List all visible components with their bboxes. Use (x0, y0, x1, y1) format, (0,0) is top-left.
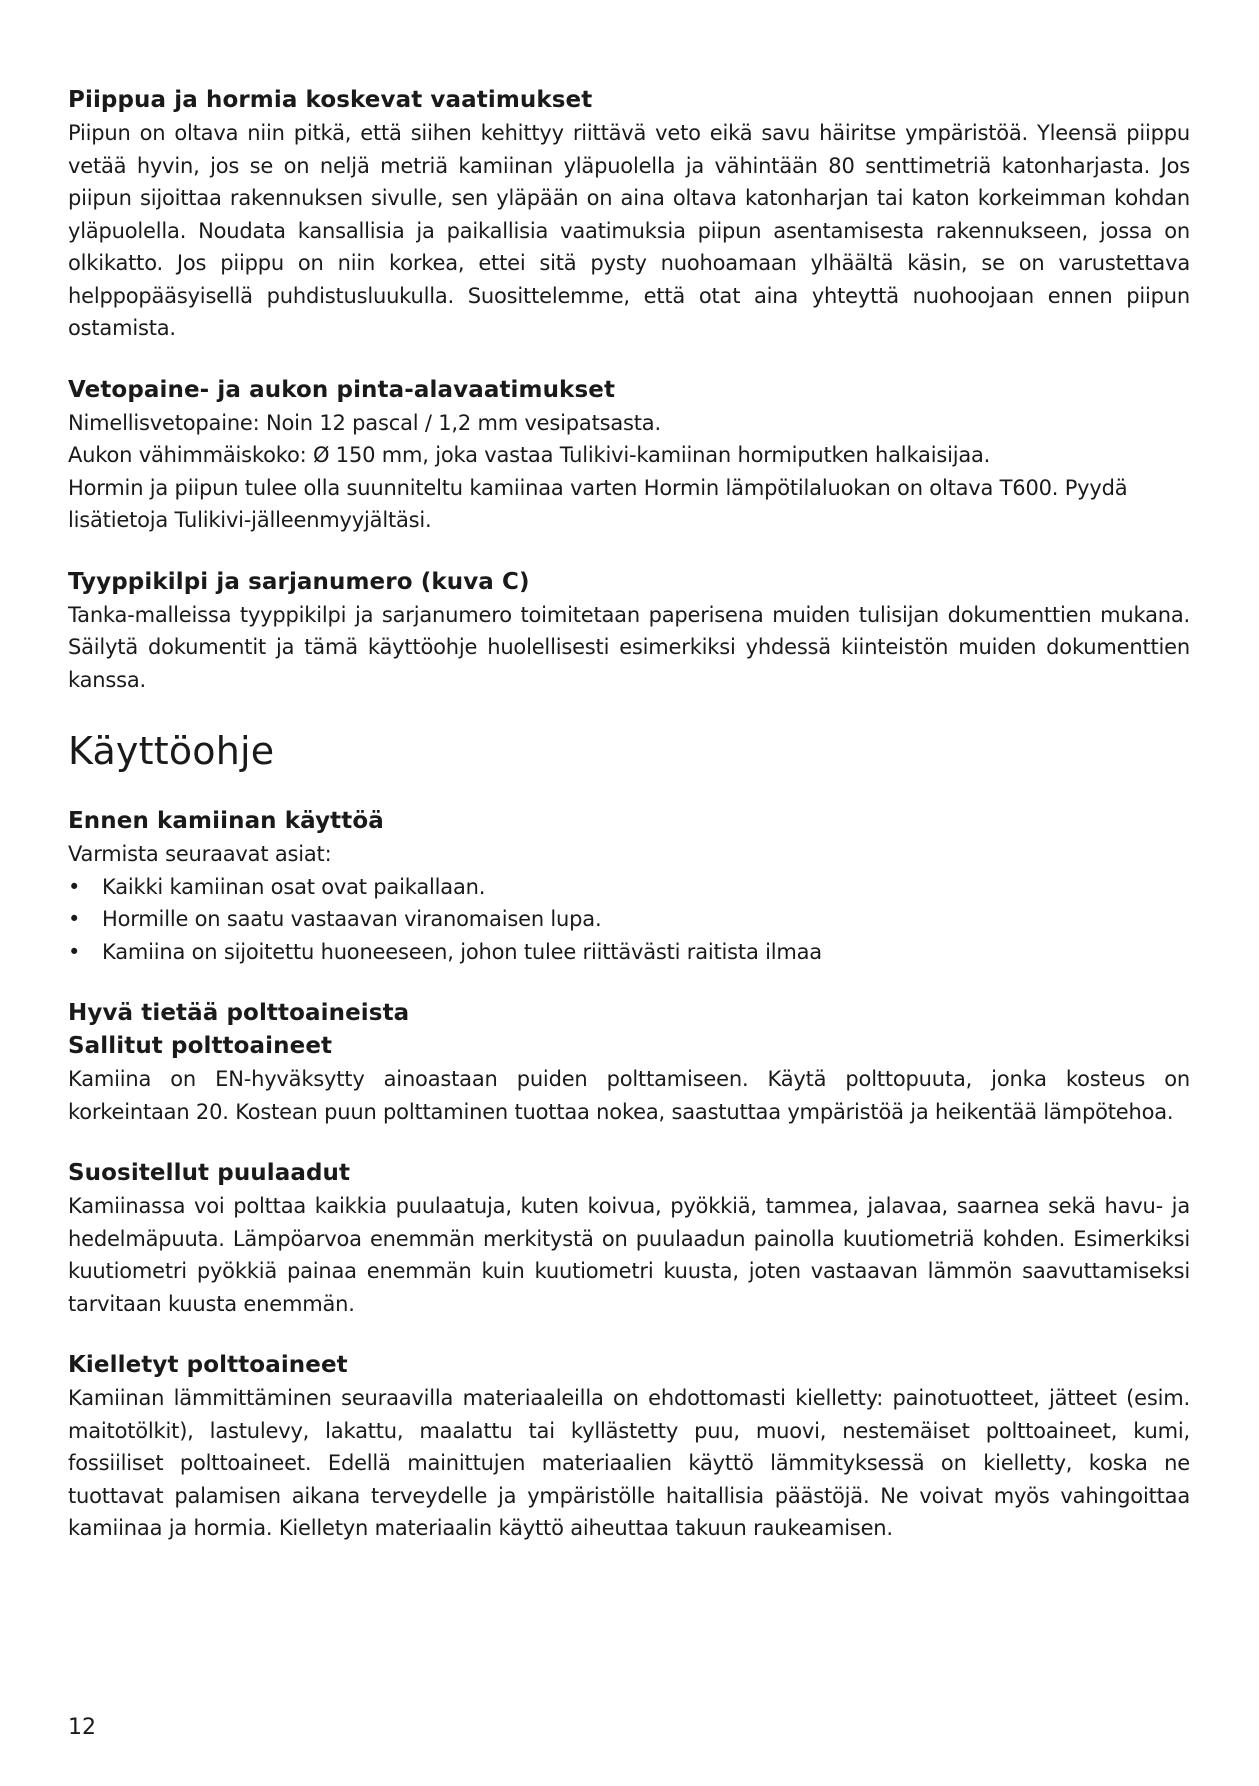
list-item-text: Kaikki kamiinan osat ovat paikallaan. (102, 874, 486, 899)
bullet-icon: • (68, 907, 81, 931)
section-title: Ennen kamiinan käyttöä (68, 808, 384, 834)
list-item-text: Hormille on saatu vastaavan viranomaisen lupa. (102, 907, 602, 931)
section-title: Piippua ja hormia koskevat vaatimukset (68, 87, 593, 113)
section-type-plate (68, 566, 1190, 697)
checklist (68, 871, 1190, 969)
section-recommended-wood (68, 1157, 1190, 1320)
paragraph-line: Nimellisvetopaine: Noin 12 pascal / 1,2 mm vesipatsasta. (68, 410, 661, 435)
section-chimney-requirements (68, 84, 1190, 345)
page-number: 12 (68, 1715, 96, 1740)
paragraph-line: Aukon vähimmäiskoko: Ø 150 mm, joka vastaa Tulikivi-kamiinan hormiputken halkaisijaa. (68, 443, 991, 467)
paragraph: Varmista seuraavat asiat: (68, 842, 332, 866)
section-title: Vetopaine- ja aukon pinta-alavaatimukset (68, 376, 616, 403)
list-item-text: Kamiina on sijoitettu huoneeseen, johon tulee riittävästi raitista ilmaa (102, 939, 822, 964)
paragraph: Hormin ja piipun tulee olla suunniteltu kamiinaa varten Hormin lämpötilaluokan on oltava T600. Pyydä lisätietoja Tulikivi-jälleenmyyjältäsi. (68, 475, 1128, 532)
section-title: Tyyppikilpi ja sarjanumero (kuva C) (68, 568, 530, 595)
paragraph: Kamiina on EN-hyväksytty ainoastaan puiden polttamiseen. Käytä polttopuuta, jonka kosteus on korkeintaan 20. Kostean puun polttaminen tuottaa nokea, saastuttaa ympäristöä ja heikentää lämpötehoa. (68, 1067, 1190, 1124)
section-title: Hyvä tietää polttoaineista (68, 1000, 410, 1026)
section-before-use (68, 805, 1190, 968)
section-title: Suositellut puulaadut (68, 1160, 351, 1186)
paragraph: Kamiinassa voi polttaa kaikkia puulaatuja, kuten koivua, pyökkiä, tammea, jalavaa, saarnea sekä havu- ja hedelmäpuuta. Lämpöarvoa enemmän merkitystä on puulaadun painolla kuutiometriä kohden. Esimerkiksi kuutiometri pyökkiä painaa enemmän kuin kuutiometri kuusta, joten vastaavan lämmön saavuttamiseksi tarvitaan kuusta enemmän. (68, 1194, 1190, 1316)
list-item (68, 871, 1190, 904)
paragraph: Tanka-malleissa tyyppikilpi ja sarjanumero toimitetaan paperisena muiden tulisijan dokumenttien mukana. Säilytä dokumentit ja tämä käyttöohje huolellisesti esimerkiksi yhdessä kiinteistön muiden dokumenttien kanssa. (68, 602, 1190, 692)
paragraph: Piipun on oltava niin pitkä, että siihen kehittyy riittävä veto eikä savu häiritse ympäristöä. Yleensä piippu vetää hyvin, jos se on neljä metriä kamiinan yläpuolella ja vähintään 80 senttimetriä katonharjasta. Jos piipun sijoittaa rakennuksen sivulle, sen yläpään on aina oltava katonharjan tai katon korkeimman kohdan yläpuolella. Noudata kansallisia ja paikallisia vaatimuksia piipun asentamisesta rakennukseen, jossa on olkikatto. Jos piippu on niin korkea, ettei sitä pysty nuohoamaan ylhäältä käsin, se on varustettava helppopääsyisellä puhdistusluukulla. Suosittelemme, että otat aina yhteyttä nuohoojaan ennen piipun ostamista. (68, 121, 1190, 340)
section-subtitle: Sallitut polttoaineet (68, 1033, 333, 1059)
paragraph: Kamiinan lämmittäminen seuraavilla materiaaleilla on ehdottomasti kielletty: painotuotteet, jätteet (esim. maitotölkit), lastulevy, lakattu, maalattu tai kyllästetty puu, muovi, nestemäiset polttoaineet, kumi, fossiiliset polttoaineet. Edellä mainittujen materiaalien käyttö lämmityksessä on kielletty, koska ne tuottavat palamisen aikana terveydelle ja ympäristölle haitallisia päästöjä. Ne voivat myös vahingoittaa kamiinaa ja hormia. Kielletyn materiaalin käyttö aiheuttaa takuun raukeamisen. (68, 1386, 1190, 1540)
section-fuels (68, 997, 1190, 1128)
section-title: Kielletyt polttoaineet (68, 1352, 348, 1378)
chapter-heading: Käyttöohje (68, 729, 275, 773)
section-draft-requirements (68, 374, 1190, 537)
bullet-icon: • (68, 874, 81, 899)
list-item (68, 936, 1190, 969)
section-forbidden-fuels (68, 1349, 1190, 1545)
document-page (68, 84, 1190, 1574)
bullet-icon: • (68, 939, 81, 964)
list-item (68, 903, 1190, 936)
